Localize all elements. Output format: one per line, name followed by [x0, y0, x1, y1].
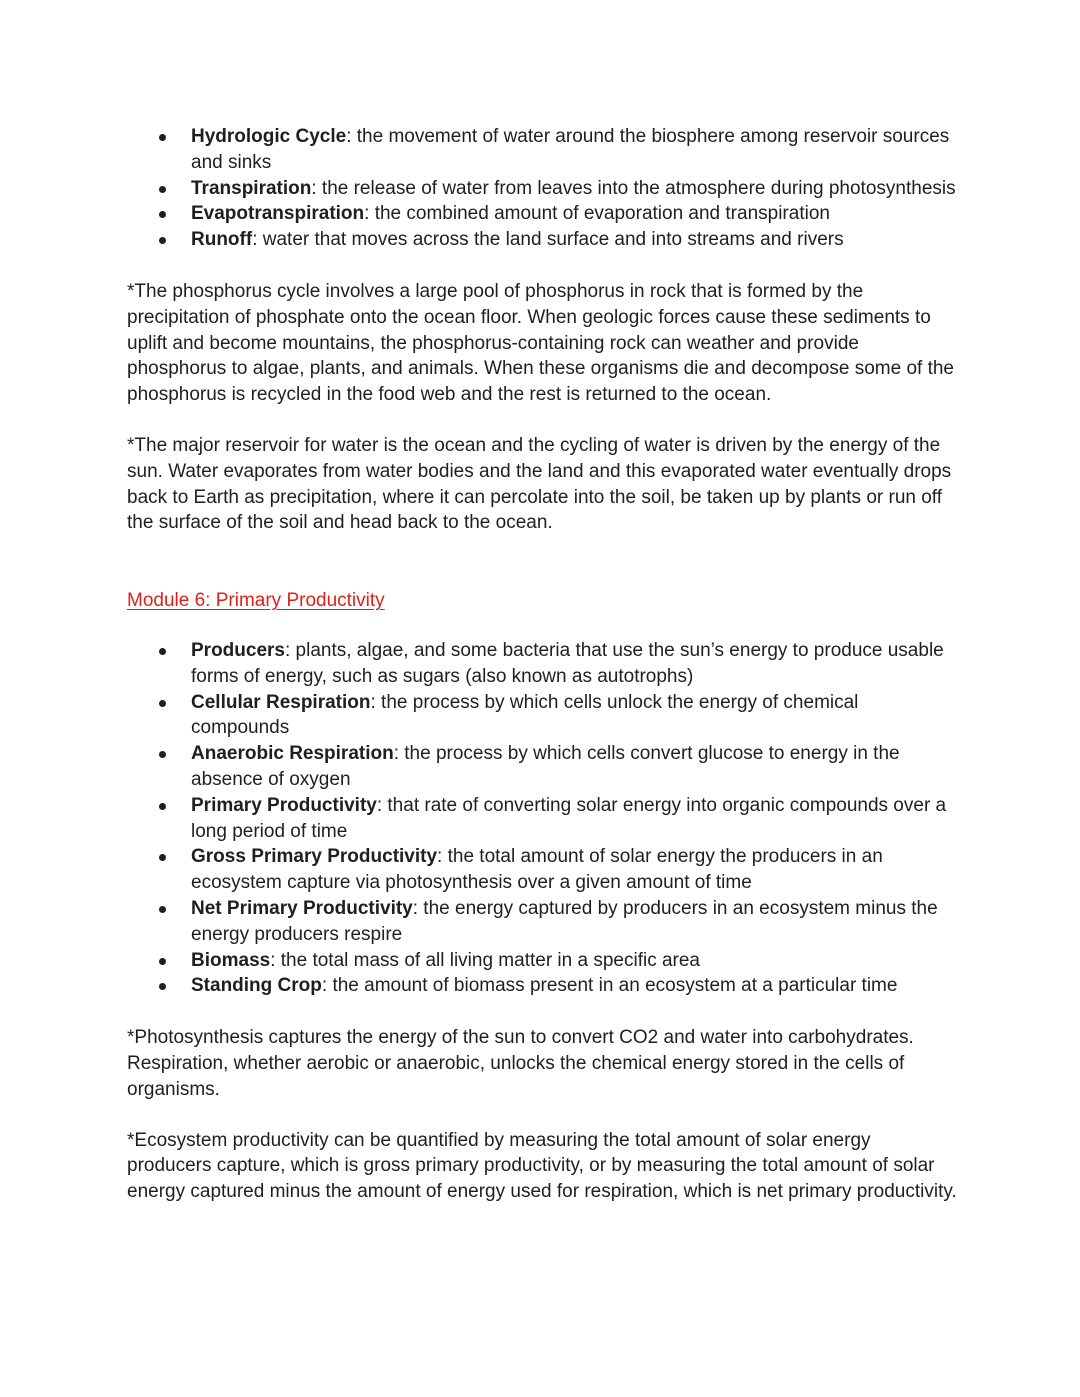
- term-label: Transpiration: [191, 177, 312, 199]
- ecosystem-productivity-note: *Ecosystem productivity can be quantified by measuring the total amount of solar energy producers capture, which is gross primary productivity, or by measuring the total amount of solar energy captured minus the amount of energy used for respiration, which is net primary productivity.: [127, 1129, 957, 1203]
- term-definition: : the energy captured by producers in an ecosystem minus the energy producers respire: [191, 897, 938, 945]
- hydrology-term-list: [127, 124, 957, 253]
- term-label: Biomass: [191, 949, 271, 971]
- term-label: Runoff: [191, 229, 253, 251]
- list-item: [191, 896, 957, 948]
- list-item: [191, 690, 957, 742]
- list-item: [191, 948, 957, 974]
- document-page: [127, 124, 957, 1205]
- module-6-heading-link[interactable]: Module 6: Primary Productivity: [127, 590, 385, 612]
- term-label: Primary Productivity: [191, 794, 377, 816]
- term-definition: : the movement of water around the biosphere among reservoir sources and sinks: [191, 126, 950, 173]
- list-item: [191, 973, 957, 999]
- term-label: Producers: [191, 639, 285, 661]
- list-item: [191, 741, 957, 793]
- list-item: [191, 227, 957, 253]
- list-item: [191, 638, 957, 690]
- term-definition: : the amount of biomass present in an ecosystem at a particular time: [321, 975, 898, 997]
- list-item: [191, 124, 957, 176]
- list-item: [191, 844, 957, 896]
- term-label: Hydrologic Cycle: [191, 126, 347, 147]
- term-label: Net Primary Productivity: [191, 897, 413, 919]
- list-item: [191, 201, 957, 227]
- term-definition: : the combined amount of evaporation and transpiration: [364, 203, 830, 225]
- term-label: Cellular Respiration: [191, 691, 371, 713]
- phosphorus-cycle-note: *The phosphorus cycle involves a large pool of phosphorus in rock that is formed by the precipitation of phosphate onto the ocean floor. When geologic forces cause these sediments to uplift and become mountains, the phosphorus-containing rock can weather and provide phosphorus to algae, plants, and animals. When these organisms die and decompose some of the phosphorus is recycled in the food web and the rest is returned to the ocean.: [127, 280, 955, 406]
- productivity-term-list: [127, 638, 957, 999]
- list-item: [191, 176, 957, 202]
- photosynthesis-note: *Photosynthesis captures the energy of the sun to convert CO2 and water into carbohydrates. Respiration, whether aerobic or anaerobic, unlocks the chemical energy stored in the cells of organisms.: [127, 1027, 914, 1100]
- list-item: [191, 793, 957, 845]
- term-label: Standing Crop: [191, 975, 322, 997]
- term-definition: : the total amount of solar energy the producers in an ecosystem capture via photosynthesis over a given amount of time: [191, 846, 883, 894]
- water-cycle-note: *The major reservoir for water is the ocean and the cycling of water is driven by the energy of the sun. Water evaporates from water bodies and the land and this evaporated water eventually drops back to Earth as precipitation, where it can percolate into the soil, be taken up by plants or run off the surface of the soil and head back to the ocean.: [127, 434, 952, 534]
- term-definition: : that rate of converting solar energy into organic compounds over a long period of time: [191, 794, 947, 842]
- term-label: Gross Primary Productivity: [191, 846, 438, 868]
- term-label: Evapotranspiration: [191, 203, 365, 225]
- term-definition: : the total mass of all living matter in a specific area: [270, 949, 701, 971]
- term-definition: : the process by which cells convert glucose to energy in the absence of oxygen: [191, 743, 900, 790]
- term-definition: : water that moves across the land surface and into streams and rivers: [252, 229, 844, 251]
- term-definition: : the release of water from leaves into the atmosphere during photosynthesis: [311, 177, 956, 199]
- term-definition: : plants, algae, and some bacteria that use the sun’s energy to produce usable forms of energy, such as sugars (also known as autotrophs): [191, 639, 944, 687]
- term-definition: : the process by which cells unlock the energy of chemical compounds: [191, 691, 859, 739]
- term-label: Anaerobic Respiration: [191, 743, 394, 765]
